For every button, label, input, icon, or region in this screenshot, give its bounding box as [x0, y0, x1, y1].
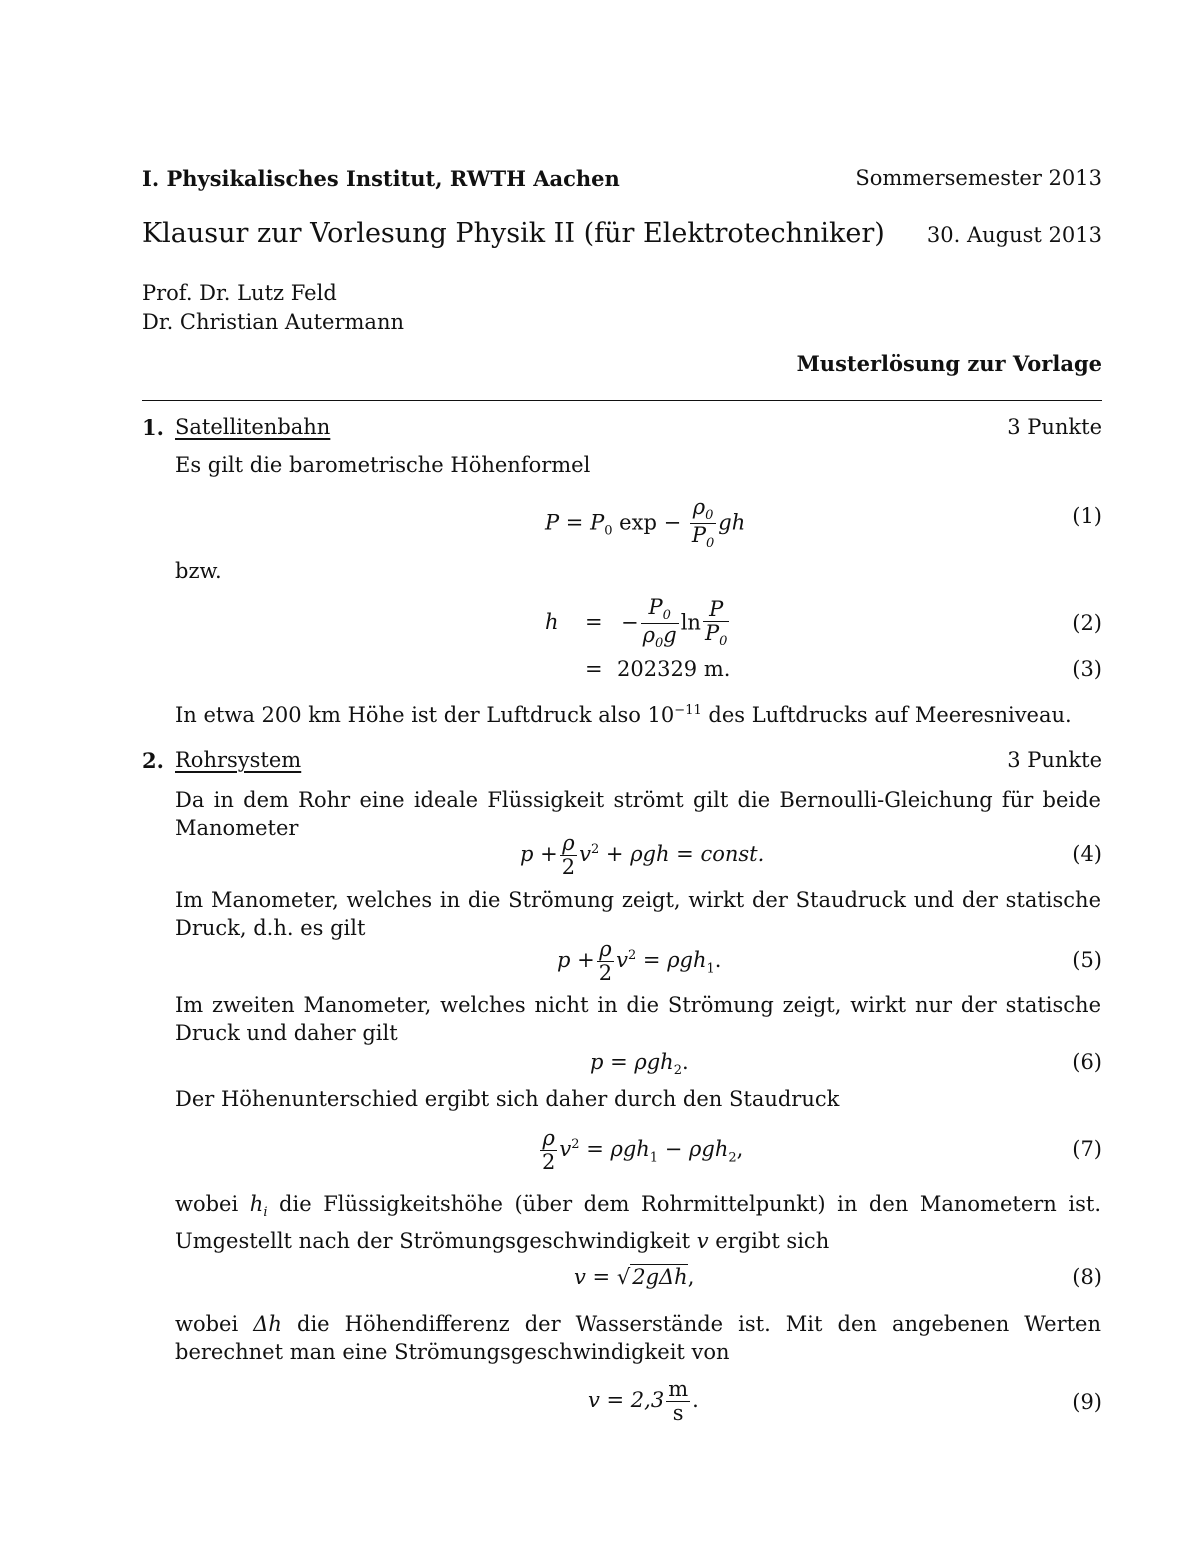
problem-2-title: Rohrsystem — [175, 748, 302, 772]
institute-name: I. Physikalisches Institut, RWTH Aachen — [142, 166, 620, 191]
problem-2-text-5: wobei $h_i$ die Flüssigkeitshöhe (über dem Rohrmittelpunkt) in den Manometern ist. Umgestellt nach der Strömungsgeschwindigkeit v ergibt sich — [175, 1192, 1102, 1254]
problem-2-text-6: wobei Δh die Höhendifferenz der Wasserstände ist. Mit den angebenen Werten berechnet man eine Strömungsgeschwindigkeit von — [175, 1312, 1101, 1364]
equation-4: p + $\frac{\rho}{2}$ $v^2 + \rho gh$ = const. — [520, 831, 765, 880]
equation-3: = 202329 m. — [585, 657, 731, 681]
problem-2-number: 2. — [142, 748, 164, 773]
solution-subtitle: Musterlösung zur Vorlage — [796, 351, 1102, 376]
author-1: Prof. Dr. Lutz Feld — [142, 281, 337, 305]
problem-1-title: Satellitenbahn — [175, 415, 331, 439]
equation-8-number: (8) — [1072, 1265, 1102, 1289]
equation-9: v = 2,3 $\frac{m}{s}$ . — [588, 1377, 699, 1426]
exam-title: Klausur zur Vorlesung Physik II (für Elektrotechniker) — [142, 218, 885, 249]
equation-2: h = − $\frac{P_0}{\rho_0g}$ ln $\frac{P}{P_0}$ — [545, 595, 728, 652]
problem-1-text-1: Es gilt die barometrische Höhenformel — [175, 453, 591, 477]
header-divider — [142, 400, 1102, 401]
equation-9-number: (9) — [1072, 1390, 1102, 1414]
author-2: Dr. Christian Autermann — [142, 310, 404, 334]
problem-1-conclusion: In etwa 200 km Höhe ist der Luftdruck also $10^{-11}$ des Luftdrucks auf Meeresniveau. — [175, 703, 1072, 727]
problem-1-text-2: bzw. — [175, 559, 222, 583]
equation-3-number: (3) — [1072, 657, 1102, 681]
equation-8: v = √2gΔh, — [574, 1265, 695, 1289]
problem-2-points: 3 Punkte — [1007, 748, 1102, 772]
problem-2-text-3: Im zweiten Manometer, welches nicht in die Strömung zeigt, wirkt nur der statische Druck und daher gilt — [175, 993, 1101, 1045]
problem-1-points: 3 Punkte — [1007, 415, 1102, 439]
exam-date: 30. August 2013 — [926, 223, 1102, 247]
problem-2-text-4: Der Höhenunterschied ergibt sich daher durch den Staudruck — [175, 1087, 840, 1111]
equation-7: $\frac{\rho}{2}$ $v^2 = \rho gh_1 - \rho gh_2$, — [542, 1126, 744, 1175]
problem-1-number: 1. — [142, 415, 164, 440]
semester-label: Sommersemester 2013 — [855, 166, 1102, 190]
equation-2-number: (2) — [1072, 611, 1102, 635]
equation-1-number: (1) — [1072, 504, 1102, 528]
equation-1: $P = P_0$ exp − $\frac{\rho_0}{P_0}$ gh — [545, 495, 746, 552]
problem-2-text-1: Da in dem Rohr eine ideale Flüssigkeit strömt gilt die Bernoulli-Gleichung für beide Manometer — [175, 788, 1101, 840]
equation-4-number: (4) — [1072, 842, 1102, 866]
equation-6: p = ρgh$_2$. — [590, 1050, 689, 1079]
equation-7-number: (7) — [1072, 1137, 1102, 1161]
problem-2-text-2: Im Manometer, welches in die Strömung zeigt, wirkt der Staudruck und der statische Druck, d.h. es gilt — [175, 888, 1101, 940]
equation-6-number: (6) — [1072, 1050, 1102, 1074]
equation-5-number: (5) — [1072, 948, 1102, 972]
equation-5: p + $\frac{\rho}{2}$ $v^2 = \rho gh_1$. — [557, 937, 722, 986]
